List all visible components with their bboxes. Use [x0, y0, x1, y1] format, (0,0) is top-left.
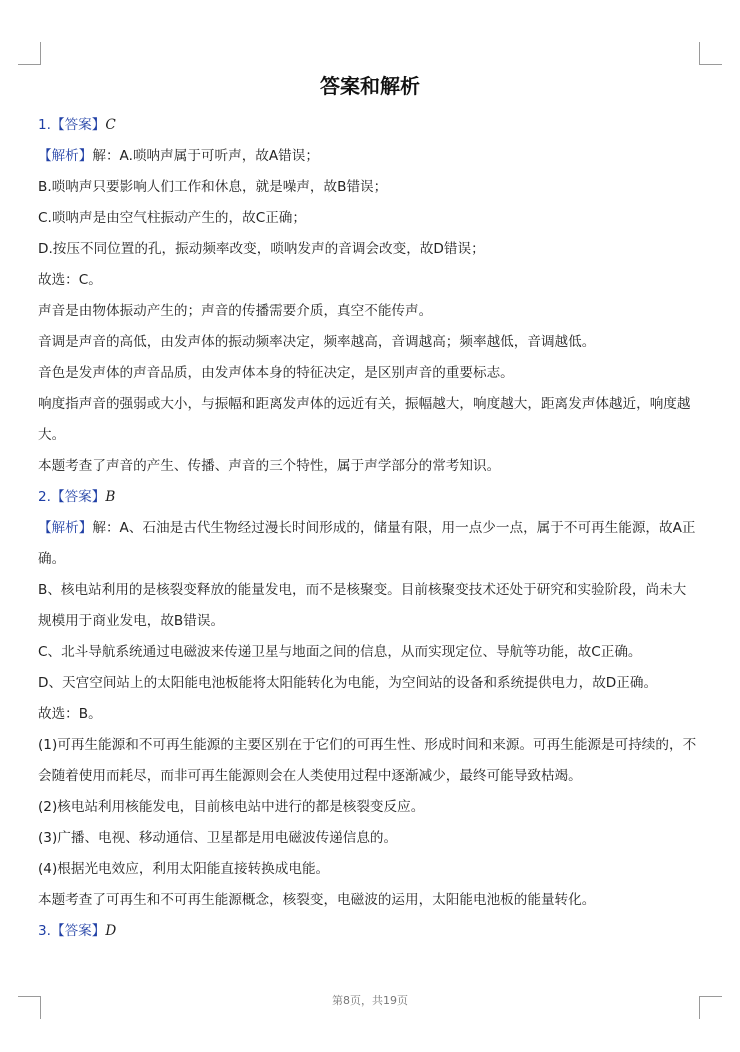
q2-point-1: (1)可再生能源和不可再生能源的主要区别在于它们的可再生性、形成时间和来源。可再生能源是可持续的，不会随着使用而耗尽，而非可再生能源则会在人类使用过程中逐渐减少，最终可能导致枯竭。	[38, 737, 697, 784]
q1-line: 声音是由物体振动产生的；声音的传播需要介质，真空不能传声。	[38, 303, 433, 319]
q2-answer	[38, 482, 698, 513]
q2-choice: 故选：B。	[38, 706, 102, 722]
q1-line: C.唢呐声是由空气柱振动产生的，故C正确；	[38, 210, 306, 226]
q1-loudness-text: 响度指声音的强弱或大小，与振幅和距离发声体的远近有关，振幅越大，响度越大，距离发声体越近，响度越大。	[38, 396, 691, 443]
q2-answer-label: 【答案】	[50, 489, 106, 505]
q2-option-b: B、核电站利用的是核裂变释放的能量发电，而不是核聚变。目前核聚变技术还处于研究和实验阶段，尚未大规模用于商业发电，故B错误。	[38, 582, 687, 629]
q1-line: D.按压不同位置的孔，振动频率改变，唢呐发声的音调会改变，故D错误；	[38, 241, 485, 257]
q1-analysis	[38, 141, 698, 172]
q1-line: B.唢呐声只要影响人们工作和休息，就是噪声，故B错误；	[38, 179, 388, 195]
q1-answer-value: C	[105, 117, 116, 133]
q1-line: 音调是声音的高低，由发声体的振动频率决定，频率越高，音调越高；频率越低，音调越低。	[38, 334, 596, 350]
q3-number: 3.	[38, 923, 51, 939]
q1-analysis-text: 解：A.唢呐声属于可听声，故A错误；	[92, 148, 319, 164]
page-number-footer: 第8页，共19页	[332, 994, 408, 1007]
q1-analysis-label: 【解析】	[38, 148, 93, 164]
page-title: 答案和解析	[320, 74, 420, 98]
q2-number: 2.	[38, 489, 51, 505]
q1-answer	[38, 110, 698, 141]
q2-summary: 本题考查了可再生和不可再生能源概念，核裂变，电磁波的运用，太阳能电池板的能量转化。	[38, 892, 596, 908]
q2-option-c: C、北斗导航系统通过电磁波来传递卫星与地面之间的信息，从而实现定位、导航等功能，故C正确。	[38, 644, 642, 660]
q2-analysis	[38, 513, 698, 575]
q3-answer-label: 【答案】	[50, 923, 106, 939]
q2-point-2: (2)核电站利用核能发电，目前核电站中进行的都是核裂变反应。	[38, 799, 425, 815]
q1-line: 故选：C。	[38, 272, 102, 288]
q1-summary: 本题考查了声音的产生、传播、声音的三个特性，属于声学部分的常考知识。	[38, 458, 501, 474]
q2-point-3: (3)广播、电视、移动通信、卫星都是用电磁波传递信息的。	[38, 830, 398, 846]
q2-answer-value: B	[105, 489, 116, 505]
corner-mark-top-left	[18, 42, 41, 65]
q2-point-4: (4)根据光电效应，利用太阳能直接转换成电能。	[38, 861, 330, 877]
q3-answer-value: D	[105, 923, 117, 939]
q1-answer-label: 【答案】	[50, 117, 106, 133]
q1-number: 1.	[38, 117, 51, 133]
q2-analysis-text: 解：A、石油是古代生物经过漫长时间形成的，储量有限，用一点少一点，属于不可再生能源，故A正确。	[38, 520, 696, 567]
q2-analysis-label: 【解析】	[38, 520, 93, 536]
corner-mark-top-right	[699, 42, 722, 65]
q2-option-d: D、天宫空间站上的太阳能电池板能将太阳能转化为电能，为空间站的设备和系统提供电力，故D正确。	[38, 675, 658, 691]
q1-line: 音色是发声体的声音品质，由发声体本身的特征决定，是区别声音的重要标志。	[38, 365, 514, 381]
q3-answer	[38, 916, 698, 947]
answer-content	[38, 110, 698, 947]
